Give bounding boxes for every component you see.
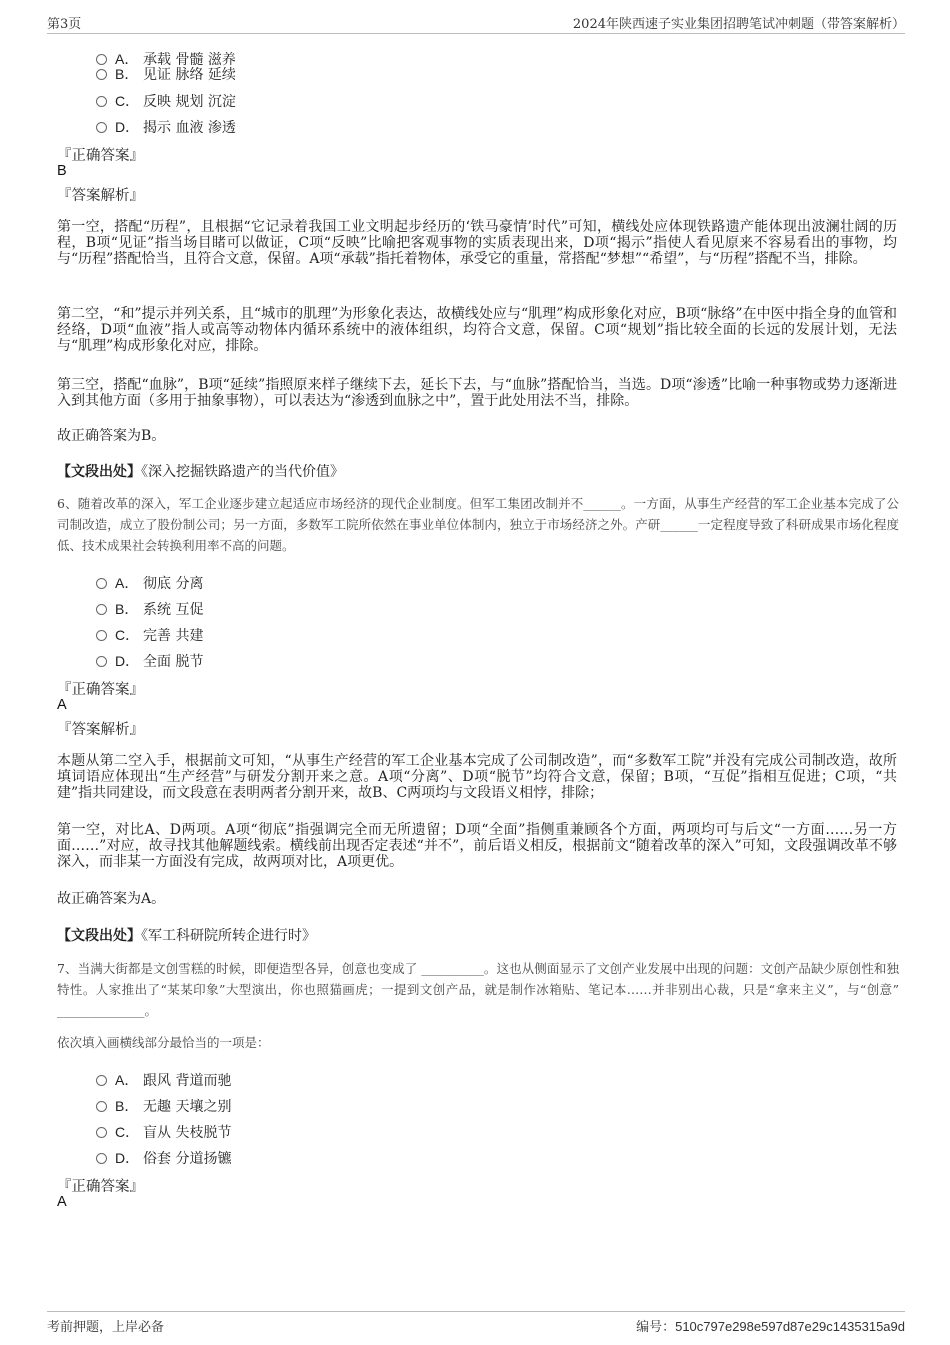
answer-label: 『正确答案』 (57, 148, 144, 164)
option-d[interactable]: D． 揭示 血液 渗透 (96, 117, 236, 137)
question-text: 6、随着改革的深入，军工企业逐步建立起适应市场经济的现代企业制度。但军工集团改制并不______。一方面，从事生产经营的军工企业基本完成了公司制改造，成立了股份制公司；另一方面，多数军工院所依然在事业单位体制内，独立于市场经济之外。产研______一定程度导致了科研成果市场化程度低、技术成果社会转换利用率不高的问题。 (57, 496, 899, 553)
option-a[interactable]: A． 彻底 分离 (96, 573, 203, 593)
page-footer (47, 1311, 905, 1338)
radio-icon[interactable] (96, 656, 107, 667)
document-code: 编号：510c797e298e597d87e29c1435315a9d (636, 1319, 905, 1335)
option-b[interactable]: B． 无趣 天壤之别 (96, 1096, 231, 1116)
option-b[interactable]: B． 系统 互促 (96, 599, 203, 619)
option-d[interactable]: D． 全面 脱节 (96, 651, 203, 671)
option-a[interactable]: A． 承载 骨髓 滋养 (96, 49, 236, 69)
analysis-conclusion: 故正确答案为B。 (57, 428, 166, 444)
option-a[interactable]: A． 跟风 背道而驰 (96, 1070, 231, 1090)
radio-icon[interactable] (96, 1127, 107, 1138)
option-c[interactable]: C． 完善 共建 (96, 625, 203, 645)
analysis-label: 『答案解析』 (57, 188, 144, 204)
radio-icon[interactable] (96, 69, 107, 80)
radio-icon[interactable] (96, 578, 107, 589)
radio-icon[interactable] (96, 630, 107, 641)
radio-icon[interactable] (96, 1075, 107, 1086)
option-b[interactable]: B． 见证 脉络 延续 (96, 64, 236, 84)
radio-icon[interactable] (96, 1153, 107, 1164)
answer-value: A (57, 1194, 67, 1210)
answer-label: 『正确答案』 (57, 1179, 144, 1195)
question-prompt: 依次填入画横线部分最恰当的一项是： (57, 1035, 270, 1050)
page-number: 第3页 (47, 17, 82, 32)
analysis-label: 『答案解析』 (57, 722, 144, 738)
answer-value: A (57, 697, 67, 713)
answer-label: 『正确答案』 (57, 682, 144, 698)
footer-slogan: 考前押题，上岸必备 (47, 1320, 165, 1335)
question-text: 7、当满大街都是文创雪糕的时候，即便造型各异，创意也变成了 __________。这也从侧面显示了文创产业发展中出现的问题：文创产品缺少原创性和独特性。人家推出了“某某印象”大型演出，你也照猫画虎；一提到文创产品，就是制作冰箱贴、笔记本……并非别出心裁，只是“拿来主义”，与“创意” ______________。 (57, 961, 899, 1018)
radio-icon[interactable] (96, 1101, 107, 1112)
analysis-conclusion: 故正确答案为A。 (57, 891, 166, 907)
radio-icon[interactable] (96, 96, 107, 107)
analysis-paragraph: 第三空，搭配“血脉”，B项“延续”指照原来样子继续下去，延长下去，与“血脉”搭配恰当，当选。D项“渗透”比喻一种事物或势力逐渐进入到其他方面（多用于抽象事物），可以表达为“渗透到血脉之中”，置于此处用法不当，排除。 (57, 377, 897, 409)
source-line: 【文段出处】《深入挖掘铁路遗产的当代价值》 (57, 464, 344, 480)
analysis-paragraph: 第一空，搭配“历程”，且根据“它记录着我国工业文明起步经历的‘铁马豪情’时代”可知，横线处应体现铁路遗产能体现出波澜壮阔的历程，B项“见证”指当场目睹可以做证，C项“反映”比喻把客观事物的实质表现出来，D项“揭示”指使人看见原来不容易看出的事物，均与“历程”搭配恰当，且符合文意，保留。A项“承载”指托着物体，承受它的重量，常搭配“梦想”“希望”，与“历程”搭配不当，排除。 (57, 219, 897, 267)
option-c[interactable]: C． 反映 规划 沉淀 (96, 91, 236, 111)
analysis-paragraph: 第二空，“和”提示并列关系，且“城市的肌理”为形象化表达，故横线处应与“肌理”构成形象化对应，B项“脉络”在中医中指全身的血管和经络，D项“血液”指人或高等动物体内循环系统中的液体组织，均符合文意，保留。C项“规划”指比较全面的长远的发展计划，无法与“肌理”构成形象化对应，排除。 (57, 306, 897, 354)
option-c[interactable]: C． 盲从 失枝脱节 (96, 1122, 231, 1142)
page-header (47, 13, 905, 34)
radio-icon[interactable] (96, 604, 107, 615)
option-d[interactable]: D． 俗套 分道扬镳 (96, 1148, 231, 1168)
document-title: 2024年陕西速子实业集团招聘笔试冲刺题（带答案解析） (572, 17, 905, 32)
radio-icon[interactable] (96, 54, 107, 65)
answer-value: B (57, 163, 67, 179)
radio-icon[interactable] (96, 122, 107, 133)
analysis-paragraph: 第一空，对比A、D两项。A项“彻底”指强调完全而无所遗留；D项“全面”指侧重兼顾各个方面，两项均可与后文“一方面……另一方面……”对应，故寻找其他解题线索。横线前出现否定表述“并不”，前后语义相反，根据前文“随着改革的深入”可知，文段强调改革不够深入，而非某一方面没有完成，故两项对比，A项更优。 (57, 822, 897, 870)
analysis-paragraph: 本题从第二空入手，根据前文可知，“从事生产经营的军工企业基本完成了公司制改造”，而“多数军工院”并没有完成公司制改造，故所填词语应体现出“生产经营”与研发分割开来之意。A项“分离”、D项“脱节”均符合文意，保留；B项，“互促”指相互促进；C项，“共建”指共同建设，而文段意在表明两者分割开来，故B、C两项均与文段语义相悖，排除； (57, 753, 897, 801)
source-line: 【文段出处】《军工科研院所转企进行时》 (57, 928, 316, 944)
